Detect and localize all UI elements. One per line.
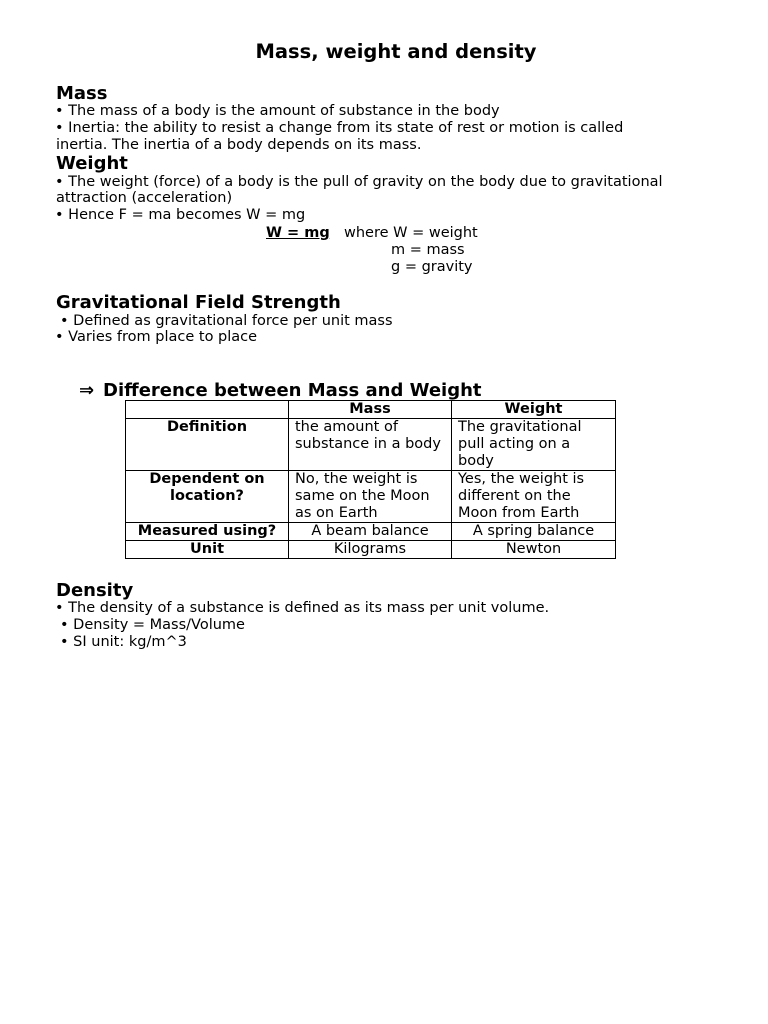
weight-where-m: m = mass bbox=[391, 242, 465, 258]
cell-mass-unit: Kilograms bbox=[289, 541, 452, 559]
density-bullet-3: • SI unit: kg/m^3 bbox=[60, 634, 187, 650]
gravity-bullet-1: • Defined as gravitational force per unit mass bbox=[60, 313, 393, 329]
mass-bullet-2-line-2: inertia. The inertia of a body depends on its mass. bbox=[56, 137, 422, 153]
table-row bbox=[126, 419, 616, 471]
weight-where-w: where W = weight bbox=[344, 225, 478, 241]
row-label-unit: Unit bbox=[126, 541, 289, 559]
cell-weight-measured: A spring balance bbox=[452, 523, 616, 541]
table-row bbox=[126, 523, 616, 541]
difference-heading: Difference between Mass and Weight bbox=[103, 380, 482, 401]
density-heading: Density bbox=[56, 580, 134, 601]
row-label-location: Dependent on location? bbox=[126, 471, 289, 523]
cell-mass-measured: A beam balance bbox=[289, 523, 452, 541]
row-label-measured: Measured using? bbox=[126, 523, 289, 541]
table-header-row bbox=[126, 401, 616, 419]
mass-bullet-1: • The mass of a body is the amount of substance in the body bbox=[55, 103, 500, 119]
weight-bullet-2: • Hence F = ma becomes W = mg bbox=[55, 207, 306, 223]
density-bullet-1: • The density of a substance is defined as its mass per unit volume. bbox=[55, 600, 550, 616]
table-row bbox=[126, 541, 616, 559]
weight-bullet-1-line-1: • The weight (force) of a body is the pull of gravity on the body due to gravitational bbox=[55, 174, 663, 190]
table-row bbox=[126, 471, 616, 523]
cell-weight-unit: Newton bbox=[452, 541, 616, 559]
table-header-empty bbox=[126, 401, 289, 419]
cell-mass-definition: the amount of substance in a body bbox=[289, 419, 452, 471]
mass-heading: Mass bbox=[56, 83, 108, 104]
mass-bullet-2-line-1: • Inertia: the ability to resist a change from its state of rest or motion is called bbox=[55, 120, 624, 136]
cell-mass-location: No, the weight is same on the Moon as on Earth bbox=[289, 471, 452, 523]
weight-heading: Weight bbox=[56, 153, 128, 174]
page-title: Mass, weight and density bbox=[255, 40, 537, 63]
table-header-mass: Mass bbox=[289, 401, 452, 419]
density-bullet-2: • Density = Mass/Volume bbox=[60, 617, 245, 633]
weight-where-g: g = gravity bbox=[391, 259, 473, 275]
gravity-bullet-2: • Varies from place to place bbox=[55, 329, 258, 345]
cell-weight-location: Yes, the weight is different on the Moon from Earth bbox=[452, 471, 616, 523]
weight-formula: W = mg bbox=[266, 225, 330, 241]
cell-weight-definition: The gravitational pull acting on a body bbox=[452, 419, 616, 471]
row-label-definition: Definition bbox=[126, 419, 289, 471]
table-header-weight: Weight bbox=[452, 401, 616, 419]
weight-bullet-1-line-2: attraction (acceleration) bbox=[56, 190, 233, 206]
comparison-table bbox=[125, 400, 616, 559]
difference-arrow-icon: ⇒ bbox=[79, 380, 95, 401]
gravity-heading: Gravitational Field Strength bbox=[56, 292, 341, 313]
